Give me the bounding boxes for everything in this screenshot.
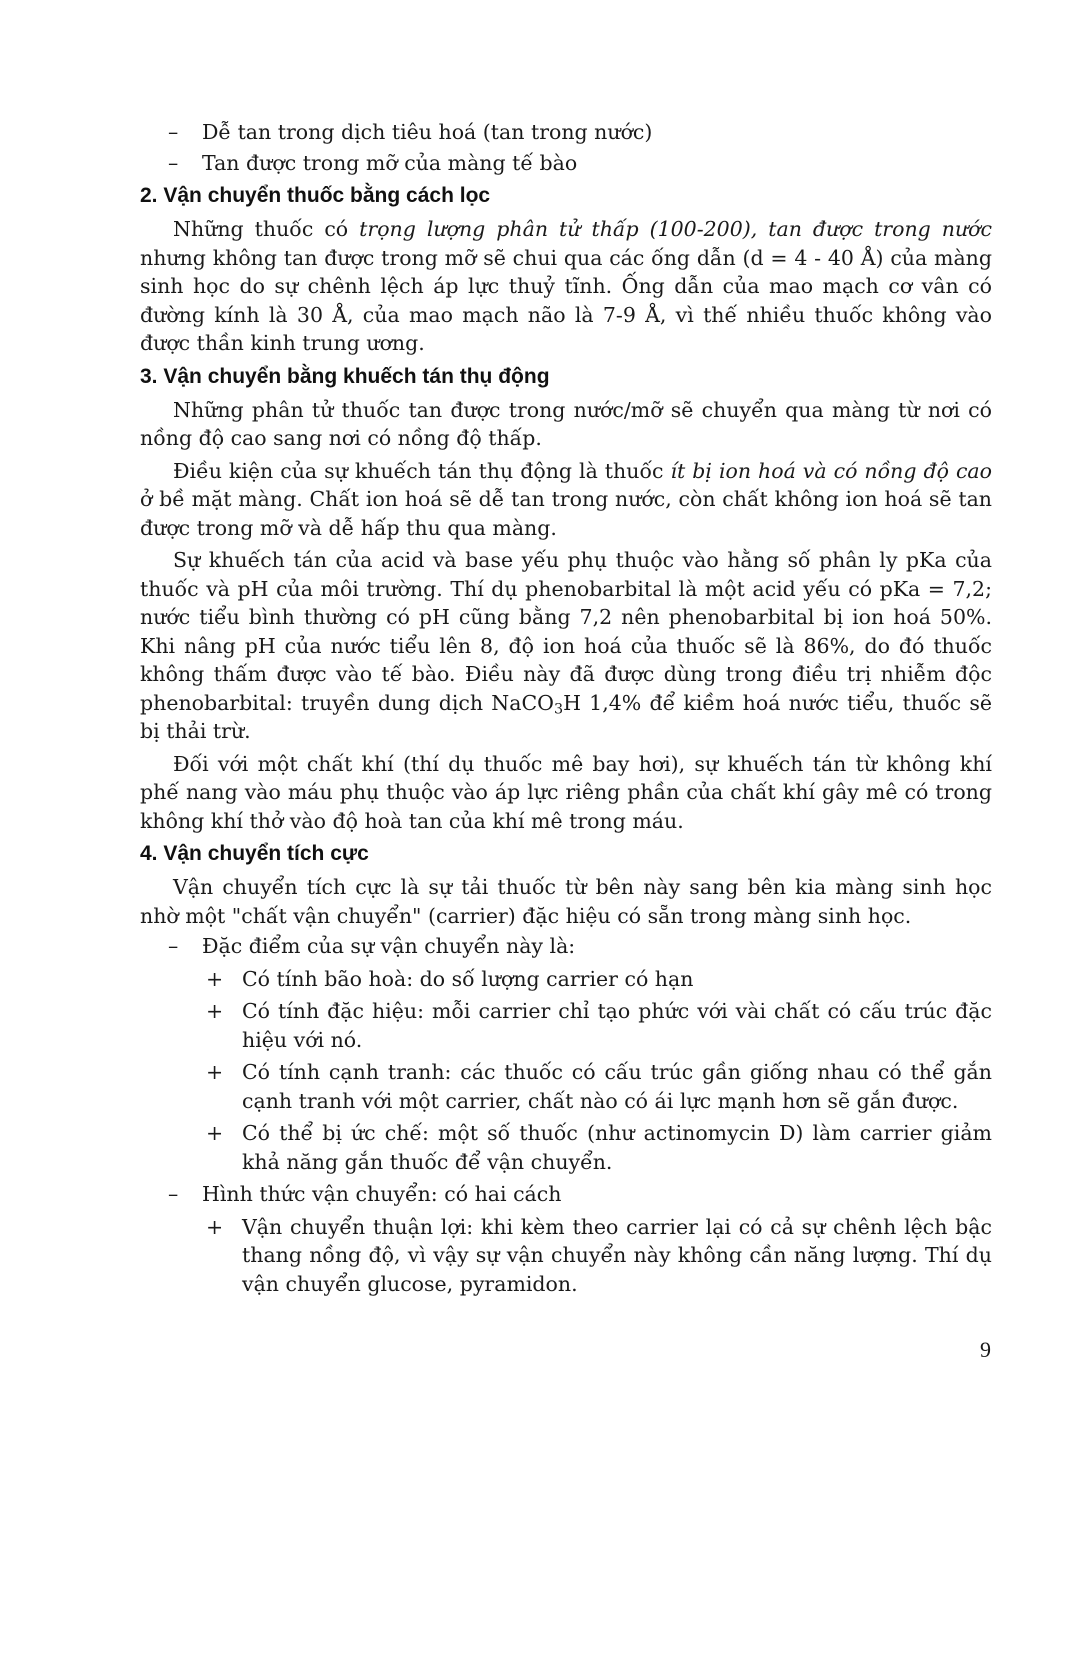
- list-item: + Có tính cạnh tranh: các thuốc có cấu trúc gần giống nhau có thể gắn cạnh tranh với một carrier, chất nào có ái lực mạnh hơn sẽ gắn được.: [206, 1060, 992, 1113]
- plus-marker: +: [206, 999, 224, 1023]
- dash-marker: –: [168, 120, 179, 144]
- section-3-paragraph-4: Đối với một chất khí (thí dụ thuốc mê bay hơi), sự khuếch tán từ không khí phế nang vào máu phụ thuộc vào áp lực riêng phần của chất khí gây mê có trong không khí thở vào độ hoà tan của khí mê trong máu.: [140, 751, 992, 833]
- section-3-heading: 3. Vận chuyển bằng khuếch tán thụ động: [140, 364, 550, 388]
- dash-marker: –: [168, 1182, 179, 1206]
- characteristics-item: – Đặc điểm của sự vận chuyển này là:: [140, 932, 992, 961]
- page-number: 9: [980, 1337, 991, 1362]
- section-4-paragraph-1: Vận chuyển tích cực là sự tải thuốc từ bên này sang bên kia màng sinh học nhờ một "chất vận chuyển" (carrier) đặc hiệu có sẵn trong màng sinh học.: [140, 875, 992, 928]
- section-3-paragraph-2: Điều kiện của sự khuếch tán thụ động là thuốc ít bị ion hoá và có nồng độ cao ở bề mặt màng. Chất ion hoá sẽ dễ tan trong nước, còn chất không ion hoá sẽ tan được trong mỡ và dễ hấp thu qua màng.: [140, 458, 992, 540]
- dash-marker: –: [168, 150, 179, 175]
- transport-forms-item: – Hình thức vận chuyển: có hai cách: [140, 1180, 992, 1209]
- intro-item: – Tan được trong mỡ của màng tế bào: [140, 149, 992, 178]
- dash-marker: –: [168, 934, 179, 958]
- list-item: + Có tính bão hoà: do số lượng carrier có hạn: [140, 965, 992, 994]
- plus-marker: +: [206, 1121, 224, 1145]
- plus-marker: +: [206, 966, 224, 991]
- plus-marker: +: [206, 1060, 224, 1084]
- section-3-paragraph-1: Những phân tử thuốc tan được trong nước/mỡ sẽ chuyển qua màng từ nơi có nồng độ cao sang nơi có nồng độ thấp.: [140, 397, 992, 450]
- section-2-paragraph: Những thuốc có trọng lượng phân tử thấp (100-200), tan được trong nước nhưng không tan được trong mỡ sẽ chui qua các ống dẫn (d = 4 - 40 Å) của màng sinh học do sự chênh lệch áp lực thuỷ tĩnh. Ống dẫn của mao mạch cơ vân có đường kính là 30 Å, của mao mạch não là 7-9 Å, vì thế nhiều thuốc không vào được thần kinh trung ương.: [140, 217, 992, 355]
- section-4-heading: 4. Vận chuyển tích cực: [140, 842, 369, 865]
- section-2-heading: 2. Vận chuyển thuốc bằng cách lọc: [140, 184, 491, 207]
- list-item: + Có thể bị ức chế: một số thuốc (như actinomycin D) làm carrier giảm khả năng gắn thuốc để vận chuyển.: [206, 1121, 992, 1174]
- list-item: + Có tính đặc hiệu: mỗi carrier chỉ tạo phức với vài chất có cấu trúc đặc hiệu với nó.: [206, 999, 992, 1052]
- plus-marker: +: [206, 1214, 224, 1239]
- list-item: + Vận chuyển thuận lợi: khi kèm theo carrier lại có cả sự chênh lệch bậc thang nồng độ, vì vậy sự vận chuyển này không cần năng lượng. Thí dụ vận chuyển glucose, pyramidon.: [206, 1214, 992, 1296]
- section-3-paragraph-3: Sự khuếch tán của acid và base yếu phụ thuộc vào hằng số phân ly pKa của thuốc và pH của môi trường. Thí dụ phenobarbital là một acid yếu có pKa = 7,2; nước tiểu bình thường có pH cũng bằng 7,2 nên phenobarbital bị ion hoá 50%. Khi nâng pH của nước tiểu lên 8, độ ion hoá của thuốc sẽ là 86%, do đó thuốc không thấm được vào tế bào. Điều này đã được dùng trong điều trị nhiễm độc phenobarbital: truyền dung dịch NaCO$_3$H 1,4% để kiềm hoá nước tiểu, thuốc sẽ bị thải trừ.: [140, 548, 992, 743]
- body-text: [140, 116, 992, 1302]
- intro-item: – Dễ tan trong dịch tiêu hoá (tan trong nước): [140, 118, 992, 147]
